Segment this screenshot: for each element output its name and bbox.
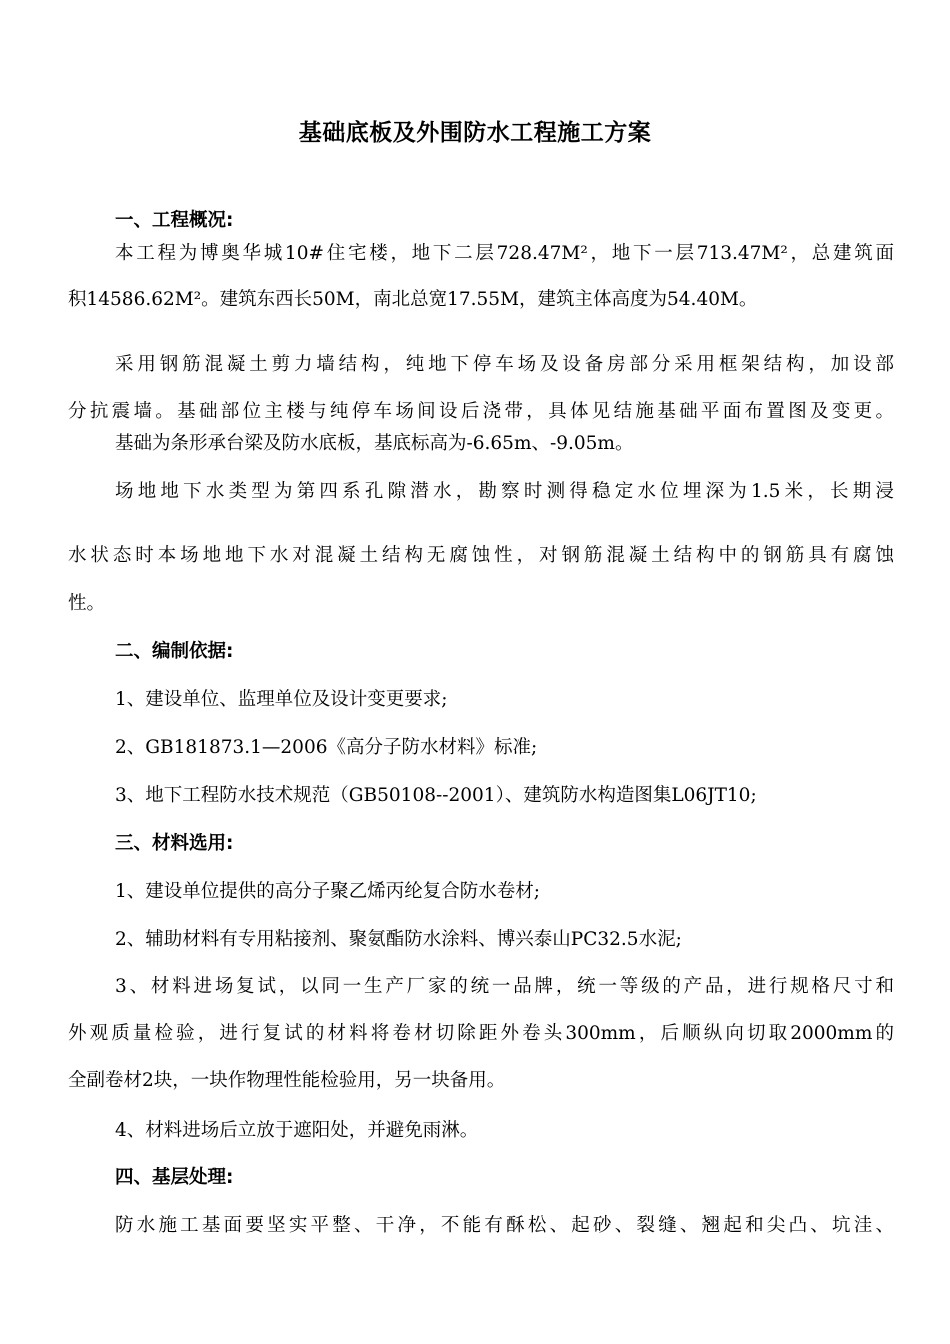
paragraph-line: 场地地下水类型为第四系孔隙潜水，勘察时测得稳定水位埋深为1.5米，长期浸	[115, 481, 894, 502]
paragraph-line: 全副卷材2块，一块作物理性能检验用，另一块备用。	[68, 1070, 506, 1091]
list-item: 2、GB181873.1—2006《高分子防水材料》标准;	[115, 737, 538, 758]
list-item: 2、辅助材料有专用粘接剂、聚氨酯防水涂料、博兴泰山PC32.5水泥;	[115, 929, 682, 950]
list-item: 3、材料进场复试，以同一生产厂家的统一品牌，统一等级的产品，进行规格尺寸和	[115, 976, 894, 997]
paragraph-line: 分抗震墙。基础部位主楼与纯停车场间设后浇带，具体见结施基础平面布置图及变更。	[68, 401, 894, 422]
document-title: 基础底板及外围防水工程施工方案	[298, 120, 652, 146]
section-heading-materials: 三、材料选用:	[115, 833, 234, 854]
paragraph-line: 积14586.62M²。建筑东西长50M，南北总宽17.55M，建筑主体高度为54.40M。	[68, 289, 758, 310]
paragraph-line: 本工程为博奥华城10#住宅楼，地下二层728.47M²，地下一层713.47M²，总建筑面	[115, 243, 894, 264]
list-item: 3、地下工程防水技术规范（GB50108--2001）、建筑防水构造图集L06JT10;	[115, 785, 757, 806]
list-item: 1、建设单位、监理单位及设计变更要求;	[115, 689, 448, 710]
paragraph-line: 水状态时本场地地下水对混凝土结构无腐蚀性，对钢筋混凝土结构中的钢筋具有腐蚀	[68, 545, 894, 566]
paragraph-line: 防水施工基面要坚实平整、干净，不能有酥松、起砂、裂缝、翘起和尖凸、坑洼、	[115, 1215, 894, 1236]
list-item: 4、材料进场后立放于遮阳处，并避免雨淋。	[115, 1120, 479, 1141]
section-heading-base-treatment: 四、基层处理:	[115, 1167, 234, 1188]
paragraph-line: 外观质量检验，进行复试的材料将卷材切除距外卷头300mm，后顺纵向切取2000mm的	[68, 1023, 894, 1044]
section-heading-overview: 一、工程概况:	[115, 210, 234, 231]
section-heading-basis: 二、编制依据:	[115, 641, 234, 662]
paragraph-line: 性。	[68, 593, 106, 614]
paragraph-line: 采用钢筋混凝土剪力墙结构，纯地下停车场及设备房部分采用框架结构，加设部	[115, 354, 894, 375]
paragraph-line: 基础为条形承台梁及防水底板，基底标高为-6.65m、-9.05m。	[115, 433, 634, 454]
list-item: 1、建设单位提供的高分子聚乙烯丙纶复合防水卷材;	[115, 881, 541, 902]
